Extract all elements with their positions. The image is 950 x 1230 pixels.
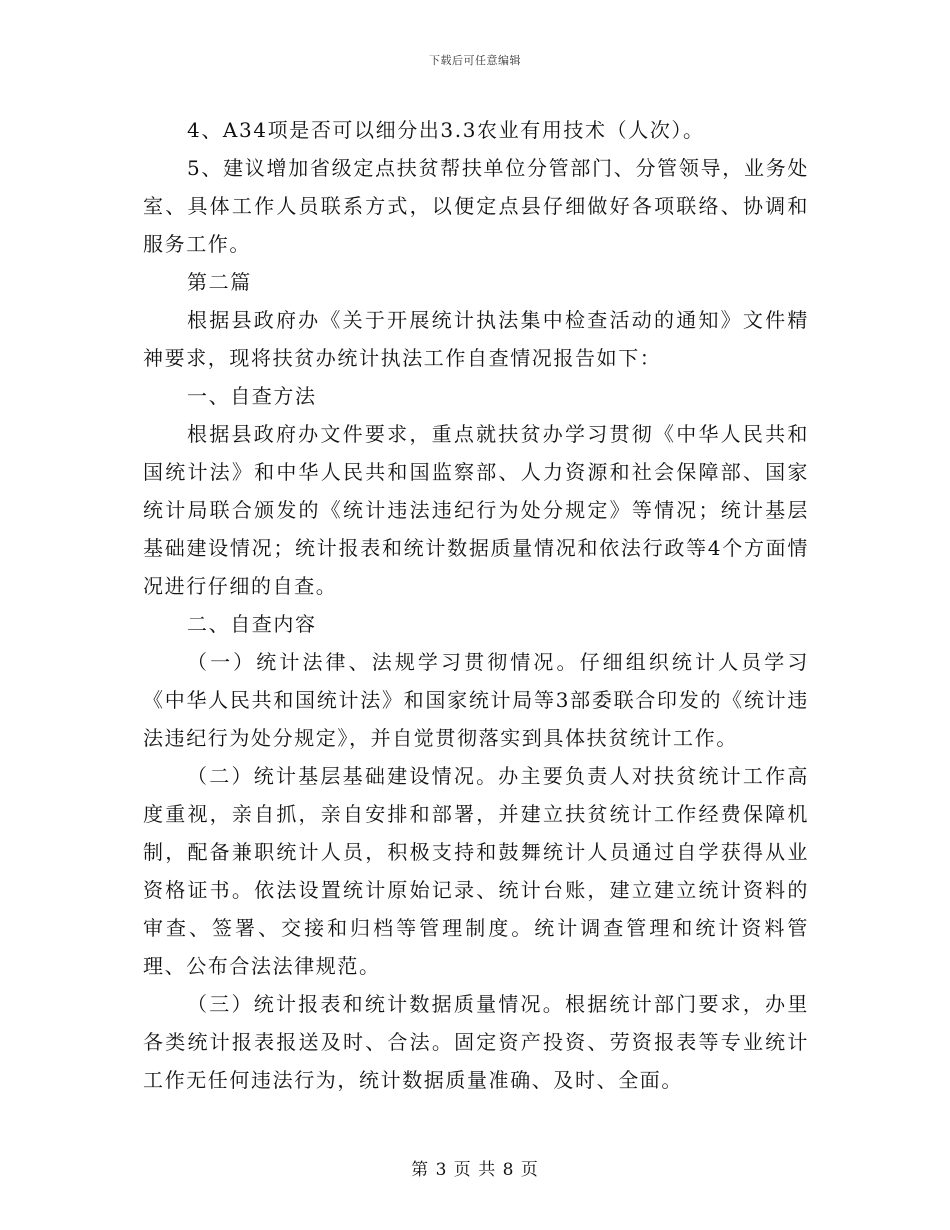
header-note: 下载后可任意编辑: [429, 54, 521, 67]
paragraph-content-1: （一）统计法律、法规学习贯彻情况。仔细组织统计人员学习《中华人民共和国统计法》和国家统计局等3部委联合印发的《统计违法违纪行为处分规定》，并自觉贯彻落实到具体扶贫统计工作。: [143, 650, 809, 750]
paragraph-content-2: （二）统计基层基础建设情况。办主要负责人对扶贫统计工作高度重视，亲自抓，亲自安排和部署，并建立扶贫统计工作经费保障机制，配备兼职统计人员，积极支持和鼓舞统计人员通过自学获得从业资格证书。依法设置统计原始记录、统计台账，建立建立统计资料的审查、签署、交接和归档等管理制度。统计调查管理和统计资料管理、公布合法法律规范。: [143, 764, 809, 978]
section-heading-part-two: 第二篇: [187, 270, 252, 294]
page-number: 第 3 页 共 8 页: [411, 1160, 539, 1180]
paragraph-content-3: （三）统计报表和统计数据质量情况。根据统计部门要求，办里各类统计报表报送及时、合法。固定资产投资、劳资报表等专业统计工作无任何违法行为，统计数据质量准确、及时、全面。: [143, 992, 809, 1092]
section-heading-method: 一、自查方法: [187, 384, 317, 408]
paragraph-item-4: 4、A34项是否可以细分出3.3农业有用技术（人次）。: [187, 118, 705, 142]
section-heading-content: 二、自查内容: [187, 612, 317, 636]
paragraph-intro: 根据县政府办《关于开展统计执法集中检查活动的通知》文件精神要求，现将扶贫办统计执法工作自查情况报告如下：: [143, 308, 809, 370]
document-body: [143, 111, 809, 1099]
paragraph-method: 根据县政府办文件要求，重点就扶贫办学习贯彻《中华人民共和国统计法》和中华人民共和国监察部、人力资源和社会保障部、国家统计局联合颁发的《统计违法违纪行为处分规定》等情况；统计基层基础建设情况；统计报表和统计数据质量情况和依法行政等4个方面情况进行仔细的自查。: [143, 422, 809, 598]
paragraph-item-5: 5、建议增加省级定点扶贫帮扶单位分管部门、分管领导，业务处室、具体工作人员联系方式，以便定点县仔细做好各项联络、协调和服务工作。: [143, 156, 809, 256]
